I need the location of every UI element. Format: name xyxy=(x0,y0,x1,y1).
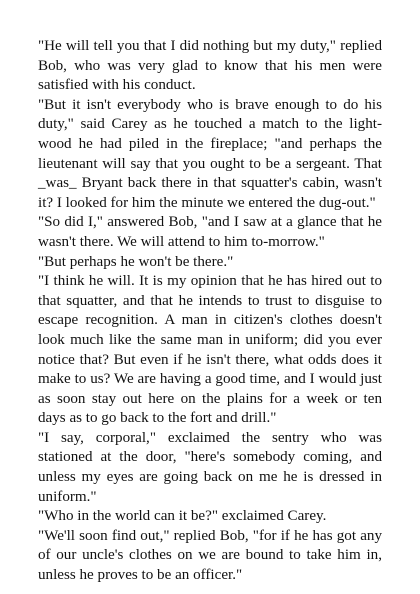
paragraph-1: "He will tell you that I did nothing but my duty," replied Bob, who was very glad to know that his men were satisfied with his conduct. xyxy=(38,38,382,94)
paragraph-4: "But perhaps he won't be there." xyxy=(38,253,234,270)
paragraph-8: "We'll soon find out," replied Bob, "for if he has got any of our uncle's clothes on we are bound to take him in, unless he proves to be an officer." xyxy=(38,527,382,584)
paragraph-3: "So did I," answered Bob, "and I saw at a glance that he wasn't there. We will attend to him to-morrow." xyxy=(38,214,382,250)
paragraph-2: "But it isn't everybody who is brave enough to do his duty," said Carey as he touched a match to the light-wood he had piled in the fireplace; "and perhaps the lieutenant will say that you ought to be a sergeant. That _was_ Bryant back there in that squatter's cabin, wasn't it? I looked for him the minute we entered the dug-out." xyxy=(38,96,382,211)
paragraph-5: "I think he will. It is my opinion that he has hired out to that squatter, and that he intends to trust to disguise to escape recognition. A man in citizen's clothes doesn't look much like the same man in uniform; did you ever notice that? But even if he isn't there, what odds does it make to us? We are having a good time, and I would just as soon stay out here on the plains for a week or ten days as to go back to the fort and drill." xyxy=(38,273,382,427)
paragraph-7: "Who in the world can it be?" exclaimed Carey. xyxy=(38,508,327,525)
paragraph-6: "I say, corporal," exclaimed the sentry who was stationed at the door, "here's somebody coming, and unless my eyes are going back on me he is dressed in uniform." xyxy=(38,429,382,505)
page-text xyxy=(38,37,382,586)
